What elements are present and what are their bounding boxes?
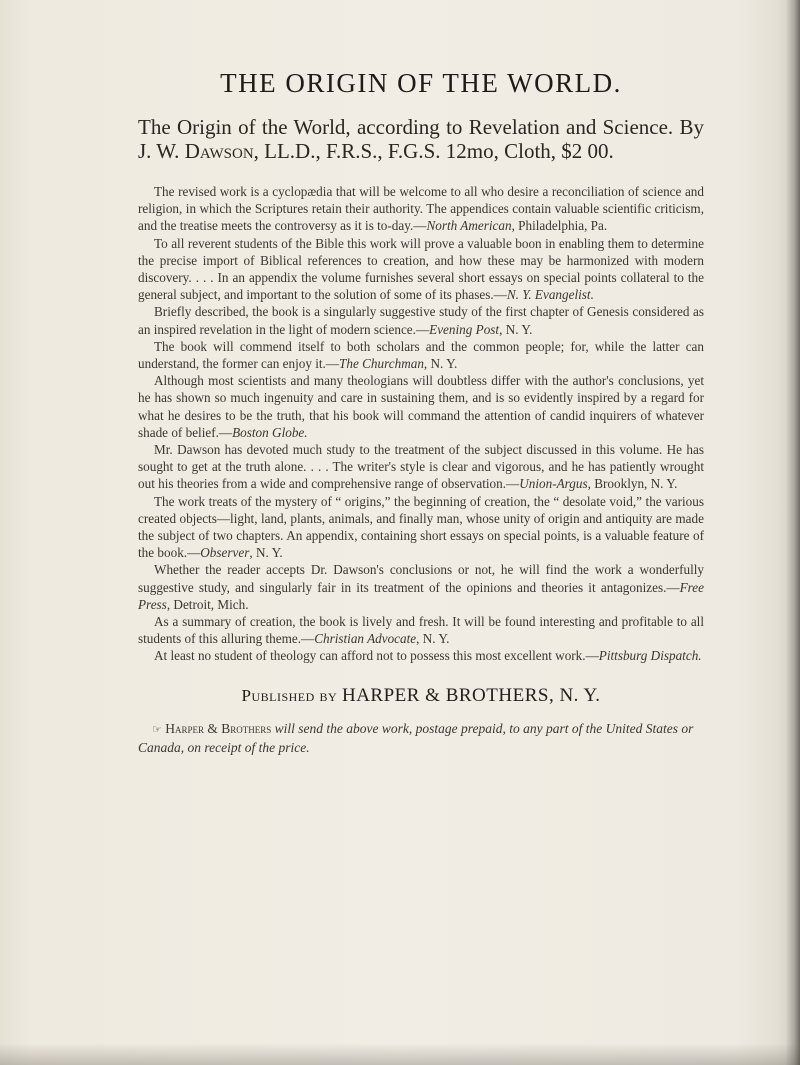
review-item — [138, 613, 704, 647]
review-place: , N. Y. — [423, 356, 458, 372]
page-title: THE ORIGIN OF THE WORLD. — [220, 68, 622, 98]
review-place: , N. Y. — [499, 321, 533, 337]
pointing-hand-icon: ☞ — [152, 724, 162, 737]
review-source: Observer — [200, 545, 250, 561]
review-item — [138, 441, 704, 493]
review-source: Pittsburg Dispatch. — [598, 648, 702, 664]
reviews-list — [138, 183, 704, 665]
book-details: 12mo, Cloth, $2 00. — [445, 139, 614, 163]
review-item — [138, 647, 704, 664]
review-source: N. Y. Evangelist. — [506, 287, 594, 303]
book-by: By J. W. — [138, 115, 704, 163]
review-item — [138, 235, 704, 304]
advertisement-content — [138, 68, 704, 770]
page-bottom-shadow — [0, 1043, 800, 1065]
review-place: , N. Y. — [416, 631, 450, 647]
review-text: The book will commend itself to both scholars and the common people; for, while the latter can understand, the former can enjoy it.— — [138, 338, 704, 372]
note-text: will send the above work, postage prepaid, to any part of the United States or Canada, on receipt of the price. — [138, 721, 694, 756]
publisher-firm: HARPER & BROTHERS, N. Y. — [341, 684, 601, 706]
shipping-note — [138, 720, 704, 756]
review-text: The revised work is a cyclopædia that will be welcome to all who desire a reconciliation of science and religion, in which the Scriptures retain their authority. The appendices contain valuable scientific criticism, and the treatise meets the controversy as it is to-day.— — [138, 184, 704, 234]
note-firm: Harper & Brothers — [165, 721, 272, 737]
book-spine-edge — [786, 0, 800, 1065]
review-text: At least no student of theology can afford not to possess this most excellent work.— — [154, 648, 599, 664]
review-text: Mr. Dawson has devoted much study to the treatment of the subject discussed in this volume. He has sought to get at the truth alone. . . . The writer's style is clear and vigorous, and he has patiently wrought out his theories from a wide and comprehensive range of observation.— — [138, 442, 704, 492]
book-entry — [138, 115, 704, 163]
review-text: Whether the reader accepts Dr. Dawson's conclusions or not, he will find the work a wonderfully suggestive study, and singularly fair in its treatment of the opinions and theories it antagonizes.— — [138, 562, 704, 595]
review-source: Free Press — [138, 579, 704, 612]
book-title: The Origin of the World, according to Revelation and Science. — [138, 115, 674, 139]
review-source: Christian Advocate — [314, 631, 417, 647]
review-text: As a summary of creation, the book is lively and fresh. It will be found interesting and profitable to all students of this alluring theme.— — [138, 614, 704, 647]
review-item — [138, 493, 704, 562]
book-author: Dawson — [184, 139, 254, 163]
review-place: , Philadelphia, Pa. — [511, 218, 608, 234]
review-text: Briefly described, the book is a singularly suggestive study of the first chapter of Genesis considered as an inspired revelation in the light of modern science.— — [138, 304, 704, 337]
review-source: Boston Globe. — [232, 424, 308, 440]
review-source: North American — [426, 218, 512, 234]
review-item — [138, 183, 704, 235]
review-text: To all reverent students of the Bible this work will prove a valuable boon in enabling them to determine the precise import of Biblical references to creation, and how these may be harmonized with modern discovery. . . . In an appendix the volume furnishes several short essays on special points collateral to the general subject, and important to the solution of some of its phases.— — [138, 235, 704, 303]
review-source: Union-Argus — [519, 476, 588, 492]
review-item — [138, 338, 704, 372]
review-text: Although most scientists and many theologians will doubtless differ with the author's conclusions, yet he has shown so much ingenuity and care in sustaining them, and is so evidently inspired by a regard for what he desires to be the truth, that his book will command the attention of candid inquirers of whatever shade of belief.— — [138, 373, 704, 440]
book-author-degrees: , LL.D., F.R.S., F.G.S. — [253, 139, 441, 163]
review-text: The work treats of the mystery of “ origins,” the beginning of creation, the “ desolate void,” the various created objects—light, land, plants, animals, and finally man, whose unity of origin and antiquity are made the subject of two chapters. An appendix, containing short essays on special points, is a valuable feature of the book.— — [138, 493, 704, 561]
publisher-line — [138, 685, 704, 707]
review-place: , N. Y. — [249, 545, 283, 561]
review-item — [138, 561, 704, 613]
review-item — [138, 303, 704, 337]
review-item — [138, 372, 704, 441]
review-source: The Churchman — [339, 356, 424, 372]
review-source: Evening Post — [429, 321, 500, 337]
review-place: , Detroit, Mich. — [166, 596, 249, 612]
review-place: , Brooklyn, N. Y. — [587, 476, 678, 492]
publisher-prefix: Published by — [241, 685, 338, 705]
